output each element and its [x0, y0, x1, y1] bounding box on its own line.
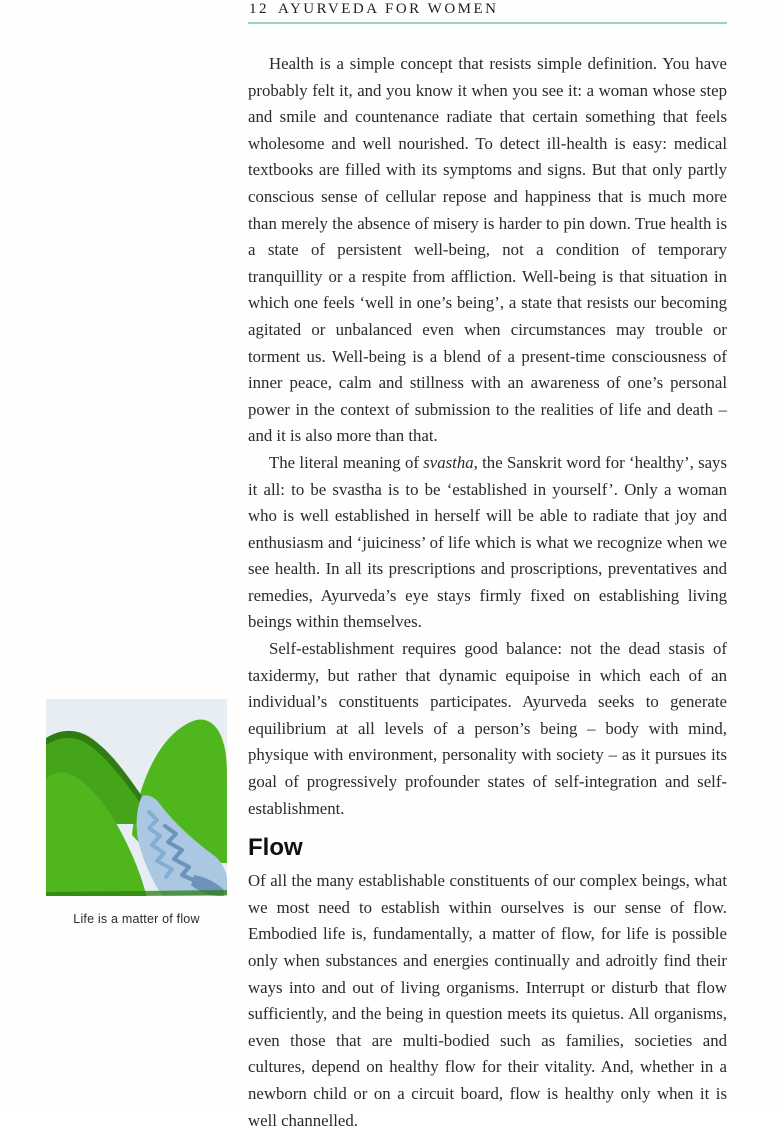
paragraph-text: The literal meaning of [269, 452, 424, 472]
paragraph-flow: Of all the many establishable constituents of our complex beings, what we most need to establish within ourselves is our sense of flow. Embodied life is, fundamentally, a matter of flow, for life is possible only when substances and energies continually and adroitly find their ways into and out of living organisms. Interrupt or disturb that flow sufficiently, and the being in question meets its quietus. All organisms, even those that are multi-bodied such as families, societies and cultures, depend on healthy flow for their vitality. And, whether in a newborn child or on a circuit board, flow is healthy only when it is well channelled. [248, 871, 727, 1130]
running-title: AYURVEDA FOR WOMEN [278, 1, 499, 17]
paragraph-text: , the Sanskrit word for ‘healthy’, says it all: to be svastha is to be ‘established in yourself’. Only a woman who is well established in herself will be able to radiate that joy and enthusiasm and ‘juiciness’ of life which is what we recognize when we see health. In all its prescriptions and proscriptions, preventatives and remedies, Ayurveda’s eye stays firmly fixed on establishing living beings within themselves. [248, 452, 727, 632]
section-heading-flow: Flow [248, 834, 303, 862]
paragraph-health: Health is a simple concept that resists simple definition. You have probably felt it, and you know it when you see it: a woman whose step and smile and countenance radiate that certain something that feels wholesome and well nourished. To detect ill-health is easy: medical textbooks are filled with its symptoms and signs. But that only partly conscious sense of cellular repose and happiness that is much more than merely the absence of misery is harder to pin down. True health is a state of persistent well-being, not a condition of temporary tranquillity or a respite from affliction. Well-being is that situation in which one feels ‘well in one’s being’, a state that resists our becoming agitated or unbalanced even when circumstances may trouble or torment us. Well-being is a blend of a present-time consciousness of inner peace, calm and stillness with an awareness of one’s personal power in the context of submission to the realities of life and death – and it is also more than that. [248, 54, 727, 446]
figure-caption: Life is a matter of flow [73, 912, 200, 926]
italic-term-svastha: svastha [423, 452, 474, 472]
paragraph-svastha [248, 450, 727, 636]
running-head [249, 1, 499, 18]
body-text-column [248, 51, 727, 1134]
paragraph-self-establishment: Self-establishment requires good balance: not the dead stasis of taxidermy, but rather that dynamic equipoise in which each of an individual’s constituents participates. Ayurveda seeks to generate equilibrium at all levels of a person’s being – body with mind, physique with environment, personality with society – as it pursues its goal of progressively profounder states of self-integration and self-establishment. [248, 639, 727, 818]
hills-stream-illustration [46, 699, 227, 903]
margin-figure [46, 699, 227, 926]
page-number: 12 [249, 1, 269, 17]
paper-edge-shape [46, 896, 227, 903]
header-rule [248, 22, 727, 24]
